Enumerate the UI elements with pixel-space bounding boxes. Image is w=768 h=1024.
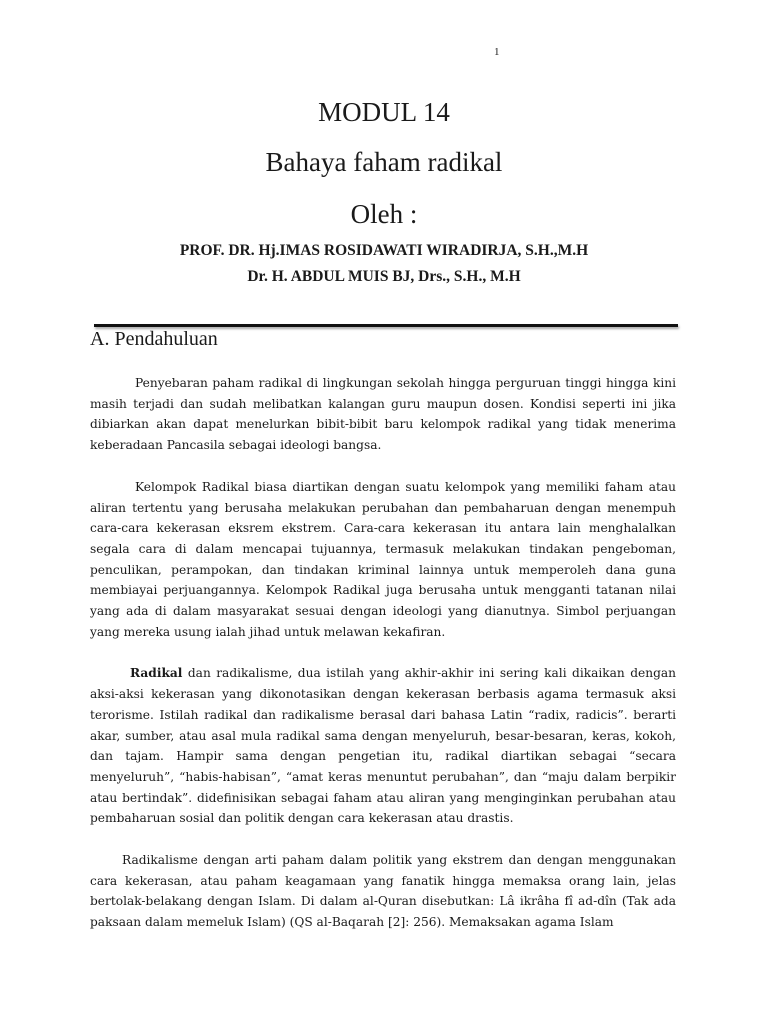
by-line: Oleh : <box>350 199 418 229</box>
paragraph-3 <box>90 663 676 829</box>
paragraph-1: Penyebaran paham radikal di lingkungan sekolah hingga perguruan tinggi hingga kini masih terjadi dan sudah melibatkan kalangan guru maupun dosen. Kondisi seperti ini jika dibiarkan akan dapat menelurkan bibit-bibit baru kelompok radikal yang tidak menerima keberadaan Pancasila sebagai ideologi bangsa. <box>90 376 676 453</box>
paragraph-4: Radikalisme dengan arti paham dalam politik yang ekstrem dan dengan menggunakan cara kekerasan, atau paham keagamaan yang fanatik hingga memaksa orang lain, jelas bertolak-belakang dengan Islam. Di dalam al-Quran disebutkan: Lâ ikrâha fî ad-dîn (Tak ada paksaan dalam memeluk Islam) (QS al-Baqarah [2]: 256). Memaksakan agama Islam <box>90 853 676 930</box>
module-subtitle: Bahaya faham radikal <box>265 147 503 177</box>
module-title: MODUL 14 <box>318 97 450 127</box>
authors <box>0 238 768 290</box>
author-1: PROF. DR. Hj.IMAS ROSIDAWATI WIRADIRJA, S.H.,M.H <box>179 242 589 259</box>
section-heading: A. Pendahuluan <box>90 328 218 350</box>
paragraph-3-text: dan radikalisme, dua istilah yang akhir-akhir ini sering kali dikaikan dengan aksi-aksi kekerasan yang dikonotasikan dengan kekerasan berbasis agama termasuk aksi terorisme. Istilah radikal dan radikalisme berasal dari bahasa Latin “radix, radicis”. berarti akar, sumber, atau asal mula radikal sama dengan menyeluruh, besar-besaran, keras, kokoh, dan tajam. Hampir sama dengan pengetian itu, radikal diartikan sebagai “secara menyeluruh”, “habis-habisan”, “amat keras menuntut perubahan”, dan “maju dalam berpikir atau bertindak”. didefinisikan sebagai faham atau aliran yang menginginkan perubahan atau pembaharuan sosial dan politik dengan cara kekerasan atau drastis. <box>90 666 676 826</box>
body-text <box>90 373 676 933</box>
term-radikal: Radikal <box>130 666 183 681</box>
author-2: Dr. H. ABDUL MUIS BJ, Drs., S.H., M.H <box>247 268 521 285</box>
title-block <box>0 92 768 290</box>
paragraph-2: Kelompok Radikal biasa diartikan dengan suatu kelompok yang memiliki faham atau aliran tertentu yang berusaha melakukan perubahan dan pembaharuan dengan menempuh cara-cara kekerasan eksrem ekstrem. Cara-cara kekerasan itu antara lain menghalalkan segala cara di dalam mencapai tujuannya, termasuk melakukan tindakan pengeboman, penculikan, perampokan, dan tindakan kriminal lainnya untuk memperoleh dana guna membiayai perjuangannya. Kelompok Radikal juga berusaha untuk mengganti tatanan nilai yang ada di dalam masyarakat sesuai dengan ideologi yang dianutnya. Simbol perjuangan yang mereka usung ialah jihad untuk melawan kekafiran. <box>90 479 676 639</box>
heading-divider <box>94 324 678 327</box>
page-number: 1 <box>494 46 500 58</box>
